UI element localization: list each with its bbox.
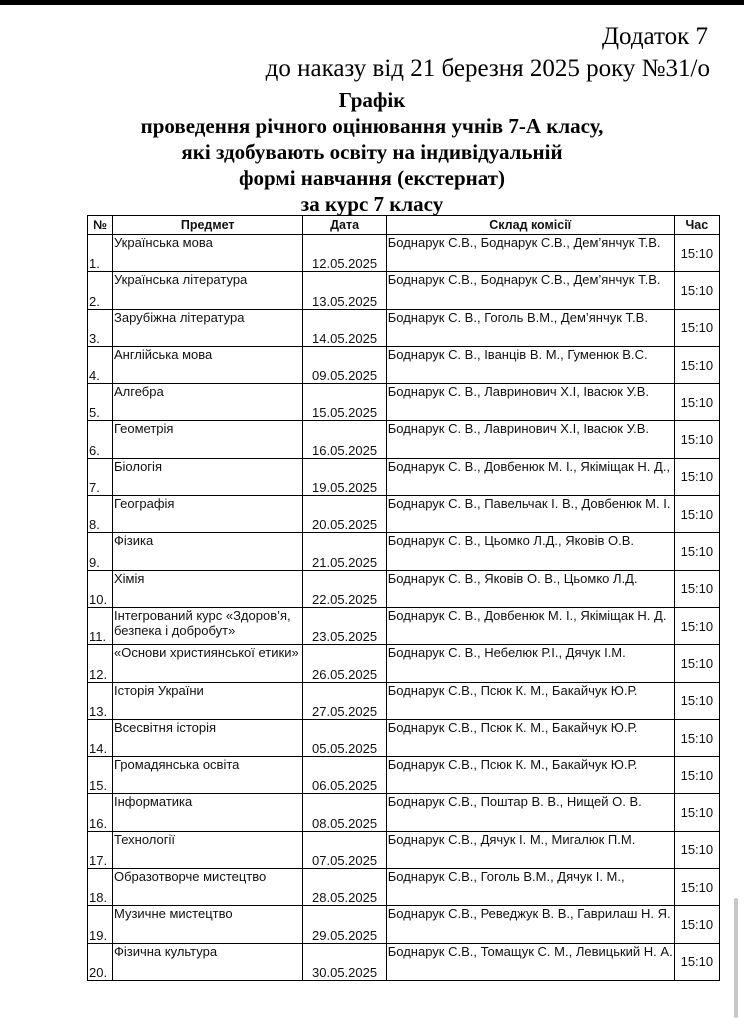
table-row — [88, 570, 720, 607]
row-time: 15:10 — [674, 943, 719, 980]
table-row — [88, 757, 720, 794]
row-subject: Громадянська освіта — [112, 757, 302, 794]
row-number: 17. — [88, 831, 113, 868]
row-number: 1. — [88, 235, 113, 272]
row-time: 15:10 — [674, 384, 719, 421]
row-date: 08.05.2025 — [303, 794, 386, 831]
top-edge-bar — [0, 0, 744, 5]
row-subject: Історія України — [112, 682, 302, 719]
row-number: 12. — [88, 645, 113, 682]
row-time: 15:10 — [674, 607, 719, 644]
row-number: 2. — [88, 272, 113, 309]
row-time: 15:10 — [674, 421, 719, 458]
row-time: 15:10 — [674, 458, 719, 495]
row-date: 21.05.2025 — [303, 533, 386, 570]
row-subject: Хімія — [112, 570, 302, 607]
row-time: 15:10 — [674, 869, 719, 906]
row-subject: Всесвітня історія — [112, 719, 302, 756]
row-time: 15:10 — [674, 719, 719, 756]
row-commission: Боднарук С.В., Томащук С. М., Левицький Н. А. — [386, 943, 674, 980]
row-date: 16.05.2025 — [303, 421, 386, 458]
row-subject: Англійська мова — [112, 346, 302, 383]
row-subject: Інтегрований курс «Здоров’я, безпека і добробут» — [112, 607, 302, 644]
table-header-row — [88, 216, 720, 235]
row-commission: Боднарук С.В., Боднарук С.В., Дем’янчук Т.В. — [386, 235, 674, 272]
row-commission: Боднарук С.В., Поштар В. В., Нищей О. В. — [386, 794, 674, 831]
table-row — [88, 794, 720, 831]
title-line-1: Графік — [338, 88, 406, 112]
row-subject: Біологія — [112, 458, 302, 495]
row-number: 16. — [88, 794, 113, 831]
row-date: 12.05.2025 — [303, 235, 386, 272]
table-row — [88, 607, 720, 644]
table-row — [88, 346, 720, 383]
row-number: 5. — [88, 384, 113, 421]
table-row — [88, 906, 720, 943]
row-date: 26.05.2025 — [303, 645, 386, 682]
row-number: 9. — [88, 533, 113, 570]
row-subject: Фізична культура — [112, 943, 302, 980]
row-time: 15:10 — [674, 757, 719, 794]
row-time: 15:10 — [674, 235, 719, 272]
row-subject: Географія — [112, 496, 302, 533]
row-commission: Боднарук С.В., Псюк К. М., Бакайчук Ю.Р. — [386, 757, 674, 794]
row-subject: Українська література — [112, 272, 302, 309]
row-date: 14.05.2025 — [303, 309, 386, 346]
row-number: 19. — [88, 906, 113, 943]
row-number: 7. — [88, 458, 113, 495]
table-row — [88, 384, 720, 421]
row-number: 11. — [88, 607, 113, 644]
row-date: 05.05.2025 — [303, 719, 386, 756]
row-commission: Боднарук С.В., Реведжук В. В., Гаврилаш Н. Я. — [386, 906, 674, 943]
row-date: 13.05.2025 — [303, 272, 386, 309]
row-subject: Музичне мистецтво — [112, 906, 302, 943]
row-number: 10. — [88, 570, 113, 607]
addendum-label: Додаток 7 — [602, 23, 708, 50]
table-row — [88, 496, 720, 533]
row-subject: Геометрія — [112, 421, 302, 458]
table-row — [88, 869, 720, 906]
schedule-table — [87, 215, 720, 981]
row-date: 27.05.2025 — [303, 682, 386, 719]
title-line-2: проведення річного оцінювання учнів 7-А класу, — [140, 114, 604, 138]
table-row — [88, 235, 720, 272]
row-commission: Боднарук С.В., Дячук І. М., Мигалюк П.М. — [386, 831, 674, 868]
row-commission: Боднарук С. В., Яковів О. В., Цьомко Л.Д. — [386, 570, 674, 607]
row-time: 15:10 — [674, 346, 719, 383]
table-row — [88, 458, 720, 495]
row-number: 20. — [88, 943, 113, 980]
row-time: 15:10 — [674, 831, 719, 868]
row-subject: «Основи християнської етики» — [112, 645, 302, 682]
row-time: 15:10 — [674, 906, 719, 943]
table-row — [88, 309, 720, 346]
title-line-5: за курс 7 класу — [300, 192, 444, 216]
row-commission: Боднарук С. В., Іванців В. М., Гуменюк В.С. — [386, 346, 674, 383]
row-time: 15:10 — [674, 794, 719, 831]
row-date: 23.05.2025 — [303, 607, 386, 644]
row-date: 29.05.2025 — [303, 906, 386, 943]
row-commission: Боднарук С. В., Довбенюк М. І., Якіміщак Н. Д., — [386, 458, 674, 495]
row-number: 3. — [88, 309, 113, 346]
row-time: 15:10 — [674, 496, 719, 533]
row-subject: Фізика — [112, 533, 302, 570]
header-time: Час — [674, 216, 719, 235]
row-subject: Технології — [112, 831, 302, 868]
row-time: 15:10 — [674, 272, 719, 309]
row-subject: Зарубіжна література — [112, 309, 302, 346]
row-time: 15:10 — [674, 682, 719, 719]
scrollbar[interactable] — [734, 898, 738, 1018]
row-time: 15:10 — [674, 645, 719, 682]
table-row — [88, 645, 720, 682]
header-commission: Склад комісії — [386, 216, 674, 235]
row-date: 06.05.2025 — [303, 757, 386, 794]
row-date: 15.05.2025 — [303, 384, 386, 421]
table-row — [88, 719, 720, 756]
row-commission: Боднарук С. В., Довбенюк М. І., Якіміщак Н. Д. — [386, 607, 674, 644]
row-commission: Боднарук С.В., Гоголь В.М., Дячук І. М., — [386, 869, 674, 906]
table-body — [88, 235, 720, 981]
header-subject: Предмет — [112, 216, 302, 235]
row-commission: Боднарук С. В., Цьомко Л.Д., Яковів О.В. — [386, 533, 674, 570]
title-line-3: які здобувають освіту на індивідуальній — [181, 140, 563, 164]
row-date: 28.05.2025 — [303, 869, 386, 906]
row-date: 22.05.2025 — [303, 570, 386, 607]
row-subject: Алгебра — [112, 384, 302, 421]
row-number: 18. — [88, 869, 113, 906]
row-commission: Боднарук С. В., Гоголь В.М., Дем’янчук Т.В. — [386, 309, 674, 346]
row-subject: Українська мова — [112, 235, 302, 272]
row-number: 6. — [88, 421, 113, 458]
row-number: 14. — [88, 719, 113, 756]
row-commission: Боднарук С.В., Псюк К. М., Бакайчук Ю.Р. — [386, 682, 674, 719]
table-row — [88, 533, 720, 570]
row-commission: Боднарук С. В., Лавринович Х.І, Івасюк У.В. — [386, 384, 674, 421]
row-commission: Боднарук С. В., Лавринович Х.І, Івасюк У.В. — [386, 421, 674, 458]
row-number: 15. — [88, 757, 113, 794]
row-time: 15:10 — [674, 533, 719, 570]
row-time: 15:10 — [674, 309, 719, 346]
row-number: 13. — [88, 682, 113, 719]
row-time: 15:10 — [674, 570, 719, 607]
row-date: 19.05.2025 — [303, 458, 386, 495]
row-commission: Боднарук С.В., Псюк К. М., Бакайчук Ю.Р. — [386, 719, 674, 756]
row-number: 4. — [88, 346, 113, 383]
table-row — [88, 943, 720, 980]
header-date: Дата — [303, 216, 386, 235]
row-commission: Боднарук С.В., Боднарук С.В., Дем’янчук Т.В. — [386, 272, 674, 309]
row-date: 09.05.2025 — [303, 346, 386, 383]
row-subject: Інформатика — [112, 794, 302, 831]
row-date: 20.05.2025 — [303, 496, 386, 533]
table-row — [88, 682, 720, 719]
row-date: 07.05.2025 — [303, 831, 386, 868]
table-row — [88, 421, 720, 458]
row-subject: Образотворче мистецтво — [112, 869, 302, 906]
row-number: 8. — [88, 496, 113, 533]
table-row — [88, 272, 720, 309]
title-line-4: формі навчання (екстернат) — [239, 166, 505, 190]
row-commission: Боднарук С. В., Небелюк Р.І., Дячук І.М. — [386, 645, 674, 682]
table-row — [88, 831, 720, 868]
row-commission: Боднарук С. В., Павельчак І. В., Довбенюк М. І. — [386, 496, 674, 533]
row-date: 30.05.2025 — [303, 943, 386, 980]
order-reference: до наказу від 21 березня 2025 року №31/о — [265, 55, 710, 82]
header-number: № — [88, 216, 113, 235]
